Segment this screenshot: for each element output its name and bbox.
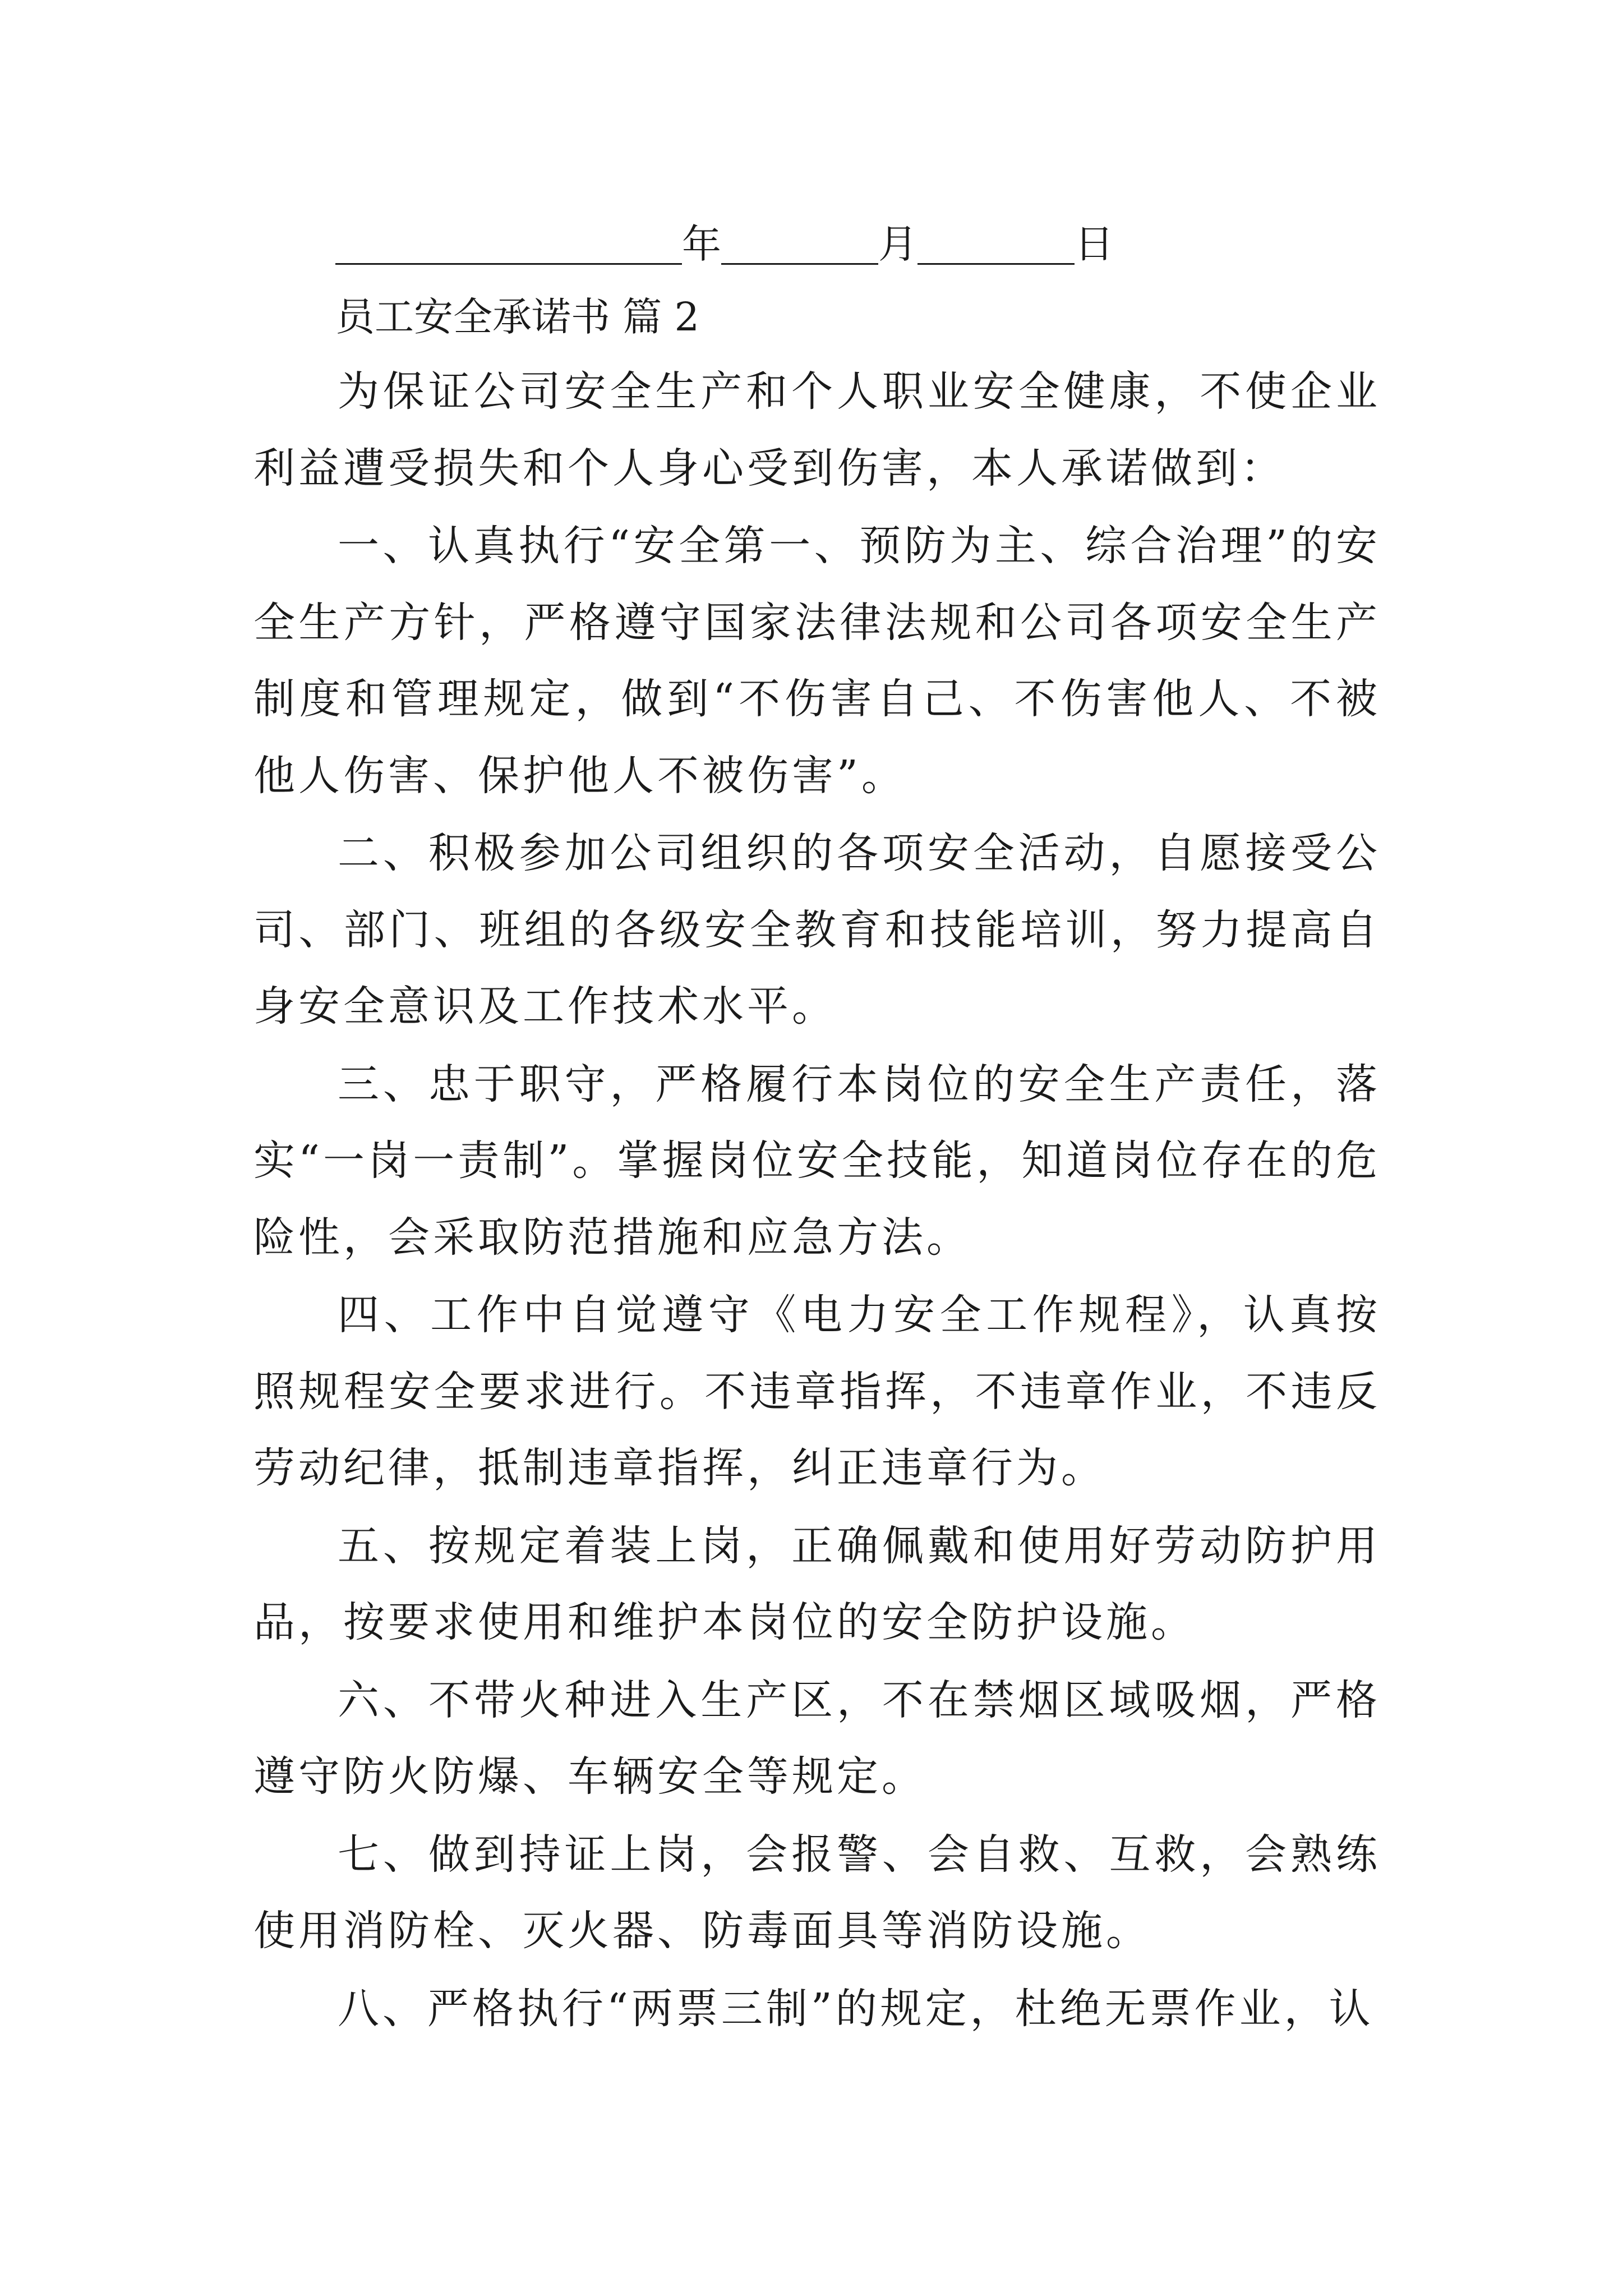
- paragraph-intro: 为保证公司安全生产和个人职业安全健康，不使企业利益遭受损失和个人身心受到伤害，本人承诺做到：: [253, 367, 1381, 493]
- document-body: [253, 353, 1381, 2047]
- day-blank: [917, 209, 1075, 265]
- month-blank: [721, 209, 878, 265]
- year-label: 年: [682, 221, 721, 267]
- paragraph-item-8: 八、严格执行“两票三制”的规定，杜绝无票作业，认: [338, 1984, 1374, 2033]
- date-line: [335, 208, 1114, 280]
- paragraph-item-2: 二、积极参加公司组织的各项安全活动，自愿接受公司、部门、班组的各级安全教育和技能培训，努力提高自身安全意识及工作技术水平。: [253, 829, 1381, 1030]
- paragraph-item-5: 五、按规定着装上岗，正确佩戴和使用好劳动防护用品，按要求使用和维护本岗位的安全防护设施。: [253, 1521, 1381, 1646]
- year-blank: [335, 209, 682, 265]
- paragraph-item-3: 三、忠于职守，严格履行本岗位的安全生产责任，落实“一岗一责制”。掌握岗位安全技能，知道岗位存在的危险性，会采取防范措施和应急方法。: [253, 1060, 1381, 1262]
- month-label: 月: [878, 221, 917, 267]
- document-heading: 员工安全承诺书 篇 2: [335, 294, 700, 340]
- paragraph-item-7: 七、做到持证上岗，会报警、会自救、互救，会熟练使用消防栓、灭火器、防毒面具等消防设施。: [253, 1830, 1381, 1955]
- paragraph-item-1: 一、认真执行“安全第一、预防为主、综合治理”的安全生产方针，严格遵守国家法律法规和公司各项安全生产制度和管理规定，做到“不伤害自己、不伤害他人、不被他人伤害、保护他人不被伤害”。: [253, 522, 1381, 800]
- day-label: 日: [1075, 221, 1114, 267]
- paragraph-item-6: 六、不带火种进入生产区，不在禁烟区域吸烟，严格遵守防火防爆、车辆安全等规定。: [253, 1676, 1381, 1801]
- paragraph-item-4: 四、工作中自觉遵守《电力安全工作规程》，认真按照规程安全要求进行。不违章指挥，不违章作业，不违反劳动纪律，抵制违章指挥，纠正违章行为。: [253, 1291, 1381, 1492]
